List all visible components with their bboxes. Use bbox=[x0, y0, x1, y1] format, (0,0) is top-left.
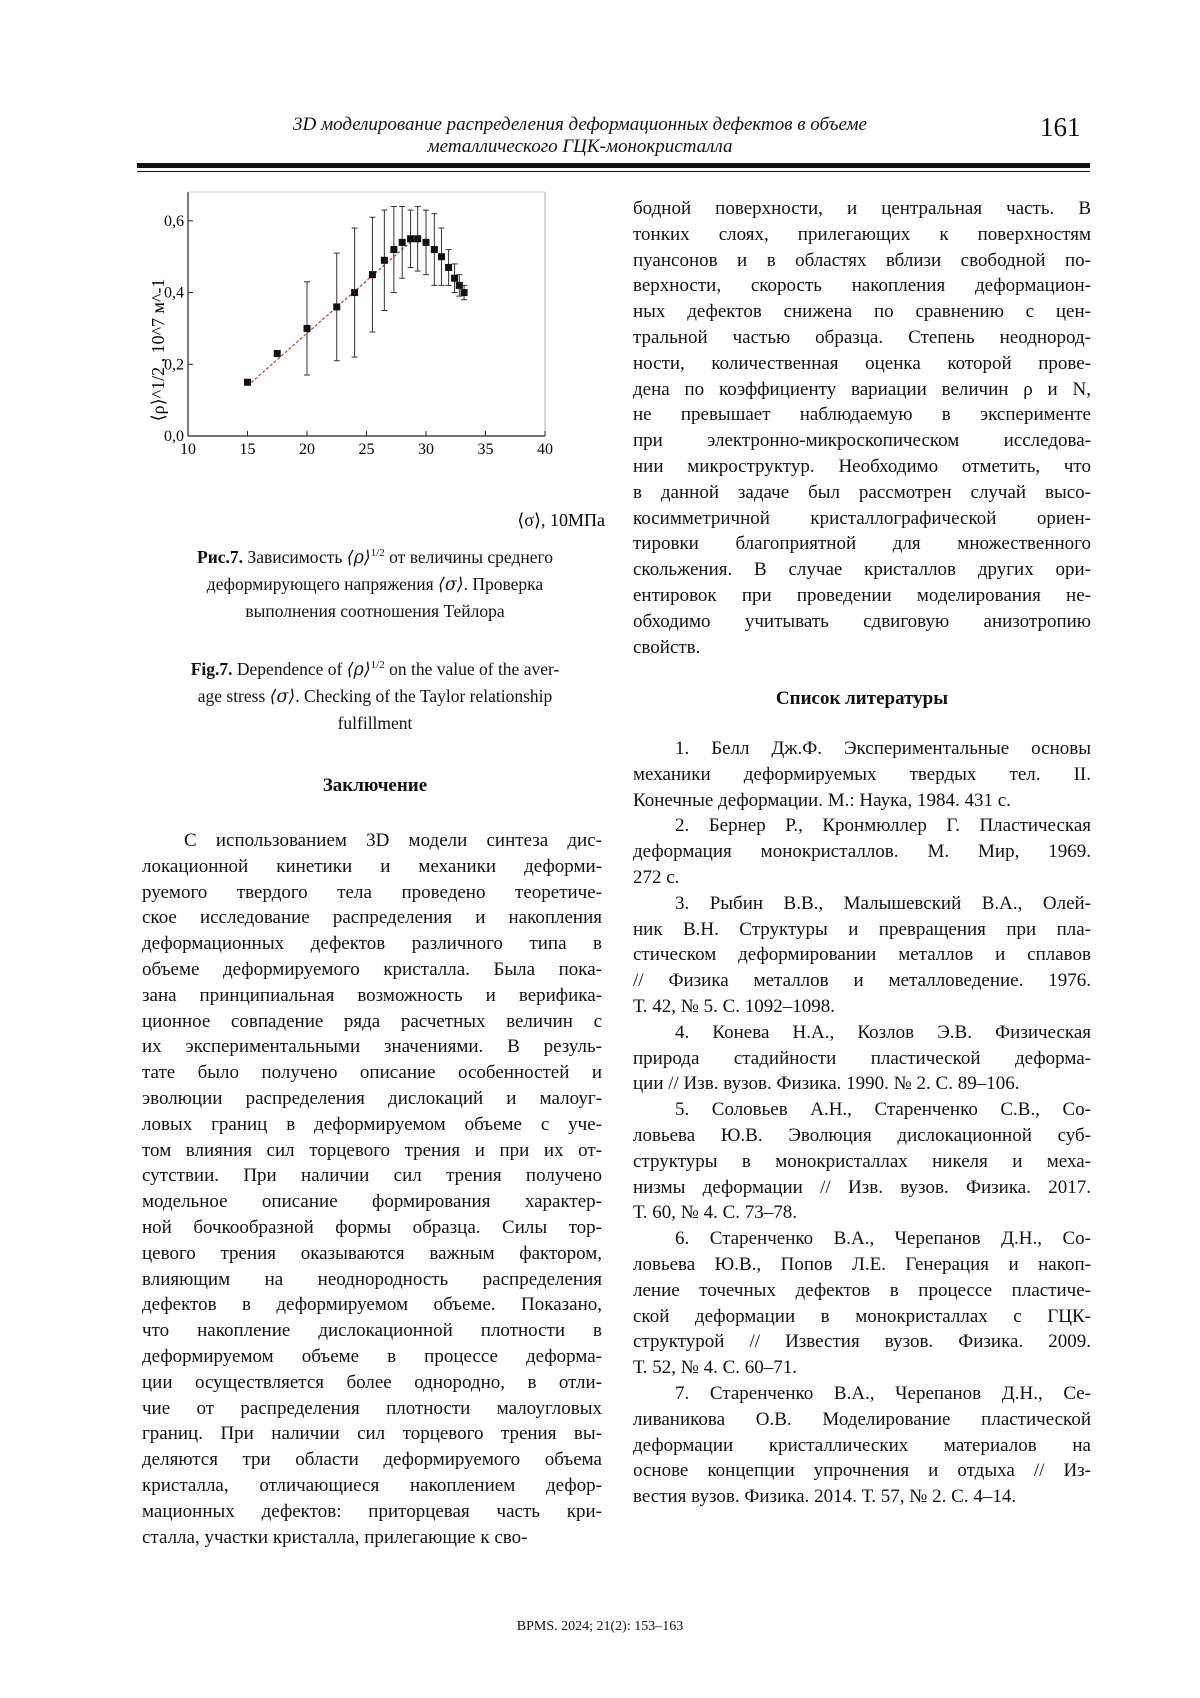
x-tick-label: 30 bbox=[418, 441, 434, 458]
text-line: руемого твердого тела проведено теоретиче- bbox=[142, 881, 602, 903]
text-line: ции осуществляется более однородно, в отли- bbox=[142, 1371, 602, 1393]
text-line: дефектов в деформируемом объеме. Показано, bbox=[142, 1294, 602, 1316]
references-list bbox=[633, 736, 1091, 1510]
data-point bbox=[274, 350, 281, 357]
reference-line: 3. Рыбин В.В., Малышевский В.А., Олей- bbox=[675, 892, 1091, 914]
footer-citation: BPMS. 2024; 21(2): 153–163 bbox=[516, 1619, 684, 1634]
x-tick-label: 40 bbox=[537, 441, 553, 458]
chart-x-axis-label: ⟨σ⟩, 10МПа bbox=[517, 510, 605, 530]
data-point bbox=[381, 257, 388, 264]
running-header bbox=[230, 114, 930, 158]
caption-en-text3: age stress bbox=[197, 685, 266, 706]
reference-line: ловьева Ю.В. Эволюция дислокационной суб- bbox=[633, 1124, 1091, 1146]
reference-line: 4. Конева Н.А., Козлов Э.В. Физическая bbox=[675, 1021, 1091, 1043]
text-line: С использованием 3D модели синтеза дис- bbox=[184, 830, 602, 851]
figure-7-chart bbox=[140, 190, 610, 530]
text-line: мационных дефектов: приторцевая часть кри- bbox=[142, 1500, 602, 1522]
text-line: сутствии. При наличии сил трения получено bbox=[142, 1165, 602, 1187]
reference-line: природа стадийности пластической деформа- bbox=[633, 1047, 1091, 1069]
caption-ru-text4: . Проверка bbox=[463, 573, 544, 594]
y-tick-label: 0,4 bbox=[164, 284, 184, 302]
reference-item bbox=[633, 1381, 1091, 1510]
reference-item bbox=[633, 813, 1091, 890]
caption-en-line2 bbox=[142, 683, 608, 710]
text-line: влияющим на неоднородность распределения bbox=[142, 1268, 602, 1290]
text-line: эволюции распределения дислокаций и малоуг- bbox=[142, 1087, 602, 1109]
text-line: бодной поверхности, и центральная часть. В bbox=[633, 198, 1091, 219]
reference-line: механики деформируемых твердых тел. II. bbox=[633, 763, 1091, 785]
reference-line: ливаникова О.В. Моделирование пластической bbox=[633, 1408, 1091, 1430]
caption-en-label: Fig.7. bbox=[190, 658, 233, 679]
text-line: деформационных дефектов различного типа в bbox=[142, 933, 602, 955]
reference-line: 7. Старенченко В.А., Черепанов Д.Н., Се- bbox=[675, 1382, 1091, 1404]
reference-item bbox=[633, 736, 1091, 813]
text-line: их экспериментальными значениями. В резуль- bbox=[142, 1036, 602, 1058]
reference-item bbox=[633, 891, 1091, 1020]
text-line: ловых границ в деформируемом объеме с уче- bbox=[142, 1113, 602, 1135]
text-line: ных дефектов снижена по сравнению с цен- bbox=[633, 301, 1091, 323]
caption-en-text2: on the value of the aver- bbox=[389, 658, 560, 679]
figure-caption-ru bbox=[142, 540, 608, 624]
text-line: косимметричной кристаллографической ориен- bbox=[633, 507, 1091, 529]
running-header-line1: 3D моделирование распределения деформационных дефектов в объеме bbox=[293, 114, 867, 135]
reference-line: основе концепции упрочнения и отдыха // Из- bbox=[633, 1460, 1091, 1482]
caption-ru-line1 bbox=[142, 540, 608, 571]
reference-line: // Физика металлов и металловедение. 1976. bbox=[633, 970, 1091, 992]
reference-line: структуры в монокристаллах никеля и меха- bbox=[633, 1150, 1091, 1172]
page-number: 161 bbox=[1040, 112, 1081, 142]
text-line: границ. При наличии сил торцевого трения вы- bbox=[142, 1423, 602, 1445]
caption-ru-text3: деформирующего напряжения bbox=[206, 573, 434, 594]
text-line: локационной кинетики и механики деформи- bbox=[142, 855, 602, 877]
reference-line: ской деформации в монокристаллах с ГЦК- bbox=[633, 1305, 1091, 1327]
text-line: ной бочкообразной формы образца. Силы тор- bbox=[142, 1216, 602, 1238]
running-header-line2: металлического ГЦК-монокристалла bbox=[427, 136, 733, 157]
data-point bbox=[407, 235, 414, 242]
references-heading: Список литературы bbox=[775, 688, 949, 709]
sigma-symbol: ⟨σ⟩ bbox=[438, 574, 464, 595]
text-line: нии микроструктур. Необходимо отметить, что bbox=[633, 455, 1091, 477]
text-line: пуансонов и в областях вблизи свободной по- bbox=[633, 249, 1091, 271]
figure-caption-en bbox=[142, 652, 608, 736]
text-line: модельное описание формирования характер- bbox=[142, 1191, 602, 1213]
power-symbol-en: 1/2 bbox=[370, 659, 385, 671]
text-line: сталла, участки кристалла, прилегающие к сво- bbox=[142, 1526, 528, 1548]
caption-en-line1 bbox=[142, 652, 608, 683]
reference-line: 2. Бернер Р., Кронмюллер Г. Пластическая bbox=[675, 815, 1091, 837]
conclusion-heading: Заключение bbox=[322, 775, 428, 796]
y-tick-label: 0,0 bbox=[164, 428, 184, 445]
data-point bbox=[333, 303, 340, 310]
data-point bbox=[369, 271, 376, 278]
reference-line: вестия вузов. Физика. 2014. Т. 57, № 2. С. 4–14. bbox=[633, 1486, 1017, 1508]
caption-ru-line3: выполнения соотношения Тейлора bbox=[245, 600, 505, 621]
x-tick-label: 15 bbox=[239, 441, 256, 458]
fit-line bbox=[248, 239, 415, 386]
reference-item bbox=[633, 1226, 1091, 1381]
text-line: деляются три области деформируемого объема bbox=[142, 1449, 602, 1471]
reference-line: Т. 60, № 4. С. 73–78. bbox=[633, 1202, 798, 1224]
x-tick-label: 25 bbox=[358, 441, 375, 458]
text-line: цевого трения оказываются важным фактором, bbox=[142, 1242, 602, 1264]
sigma-symbol-en: ⟨σ⟩ bbox=[269, 686, 296, 707]
rho-symbol-en: ⟨ρ⟩ bbox=[346, 659, 371, 680]
conclusion-body bbox=[142, 828, 602, 1550]
reference-line: низмы деформации // Изв. вузов. Физика. 2017. bbox=[633, 1176, 1091, 1198]
data-point bbox=[445, 264, 452, 271]
right-column-body bbox=[633, 196, 1091, 660]
text-line: скольжения. В случае кристаллов других ори- bbox=[633, 559, 1091, 581]
caption-en-text4: . Checking of the Taylor relationship bbox=[295, 685, 553, 706]
caption-ru-text1: Зависимость bbox=[247, 546, 343, 567]
text-line: ности, количественная оценка которой прове- bbox=[633, 352, 1091, 374]
text-line: свойств. bbox=[633, 636, 701, 658]
text-line: дена по коэффициенту вариации величин ρ и N, bbox=[633, 378, 1091, 400]
data-point bbox=[399, 239, 406, 246]
text-line: кристалла, отличающиеся накоплением дефор- bbox=[142, 1474, 602, 1496]
reference-line: Т. 42, № 5. С. 1092–1098. bbox=[633, 995, 836, 1017]
chart-error-bars bbox=[304, 207, 467, 376]
x-tick-label: 35 bbox=[477, 441, 494, 458]
text-line: тировки благоприятной для множественного bbox=[633, 533, 1091, 555]
text-line: что накопление дислокационной плотности в bbox=[142, 1320, 602, 1342]
data-point bbox=[244, 379, 251, 386]
reference-line: деформации кристаллических материалов на bbox=[633, 1434, 1091, 1456]
data-point bbox=[451, 275, 458, 282]
x-tick-label: 10 bbox=[180, 441, 196, 458]
caption-ru-text2: от величины среднего bbox=[389, 546, 553, 567]
text-line: обходимо учитывать сдвиговую анизотропию bbox=[633, 610, 1091, 632]
text-line: объеме деформируемого кристалла. Была пока- bbox=[142, 958, 602, 980]
y-tick-label: 0,2 bbox=[164, 356, 184, 374]
text-line: не превышает наблюдаемую в эксперименте bbox=[633, 404, 1091, 426]
caption-ru-line2 bbox=[142, 571, 608, 598]
data-point bbox=[351, 289, 358, 296]
data-point bbox=[414, 235, 421, 242]
text-line: при электронно-микроскопическом исследова- bbox=[633, 430, 1091, 452]
y-tick-label: 0,6 bbox=[164, 212, 184, 230]
text-line: чие от распределения плотности малоугловых bbox=[142, 1397, 602, 1419]
x-tick-label: 20 bbox=[299, 441, 315, 458]
text-line: зана принципиальная возможность и верифика- bbox=[142, 984, 602, 1006]
caption-en-text1: Dependence of bbox=[236, 658, 343, 679]
text-line: в данной задаче был рассмотрен случай высо- bbox=[633, 481, 1091, 503]
text-line: деформируемом объеме в процессе деформа- bbox=[142, 1345, 602, 1367]
header-rule-thick bbox=[137, 163, 1090, 168]
power-symbol: 1/2 bbox=[370, 547, 385, 559]
reference-line: ник В.Н. Структуры и превращения при пла- bbox=[633, 918, 1091, 940]
reference-line: 272 с. bbox=[633, 866, 680, 888]
header-rule-thin bbox=[137, 171, 1090, 172]
data-point bbox=[456, 282, 463, 289]
caption-en-line3: fulfillment bbox=[337, 712, 413, 733]
reference-line: ции // Изв. вузов. Физика. 1990. № 2. С. 89–106. bbox=[633, 1073, 1020, 1095]
text-line: верхности, скорость накопления деформацион- bbox=[633, 275, 1091, 297]
reference-line: Т. 52, № 4. С. 60–71. bbox=[633, 1357, 798, 1379]
data-point bbox=[461, 289, 468, 296]
reference-line: 1. Белл Дж.Ф. Экспериментальные основы bbox=[675, 738, 1091, 759]
reference-line: структурой // Известия вузов. Физика. 2009. bbox=[633, 1331, 1091, 1353]
reference-item bbox=[633, 1020, 1091, 1097]
text-line: тате было получено описание особенностей и bbox=[142, 1062, 602, 1084]
chart-ticks bbox=[164, 213, 553, 458]
reference-line: ление точечных дефектов в процессе пластиче- bbox=[633, 1279, 1091, 1301]
reference-line: ловьева Ю.В., Попов Л.Е. Генерация и накоп- bbox=[633, 1253, 1091, 1275]
text-line: ционное совпадение ряда расчетных величин с bbox=[142, 1010, 602, 1032]
text-line: том влияния сил торцевого трения и при их от- bbox=[142, 1139, 602, 1161]
reference-line: стическом деформировании металлов и сплавов bbox=[633, 944, 1091, 966]
text-line: ское исследование распределения и накопления bbox=[142, 907, 602, 929]
reference-item bbox=[633, 1097, 1091, 1226]
reference-line: 5. Соловьев А.Н., Старенченко С.В., Со- bbox=[675, 1099, 1091, 1121]
reference-line: Конечные деформации. М.: Наука, 1984. 431 с. bbox=[633, 789, 1011, 811]
data-point bbox=[304, 325, 311, 332]
data-point bbox=[438, 253, 445, 260]
data-point bbox=[431, 246, 438, 253]
text-line: тонких слоях, прилегающих к поверхностям bbox=[633, 223, 1091, 245]
caption-ru-label: Рис.7. bbox=[197, 546, 244, 567]
text-line: ентировок при проведении моделирования не- bbox=[633, 584, 1091, 606]
data-point bbox=[423, 239, 430, 246]
chart-y-axis-label: ⟨ρ⟩^1/2 , 10^7 м^-1 bbox=[148, 278, 168, 422]
chart-frame bbox=[188, 192, 545, 436]
reference-line: 6. Старенченко В.А., Черепанов Д.Н., Со- bbox=[675, 1228, 1091, 1250]
reference-line: деформация монокристаллов. М. Мир, 1969. bbox=[633, 841, 1091, 863]
rho-symbol: ⟨ρ⟩ bbox=[346, 547, 371, 568]
data-point bbox=[390, 246, 397, 253]
chart-fit-line bbox=[248, 239, 415, 386]
text-line: тральной частью образца. Степень неоднород- bbox=[633, 326, 1091, 348]
